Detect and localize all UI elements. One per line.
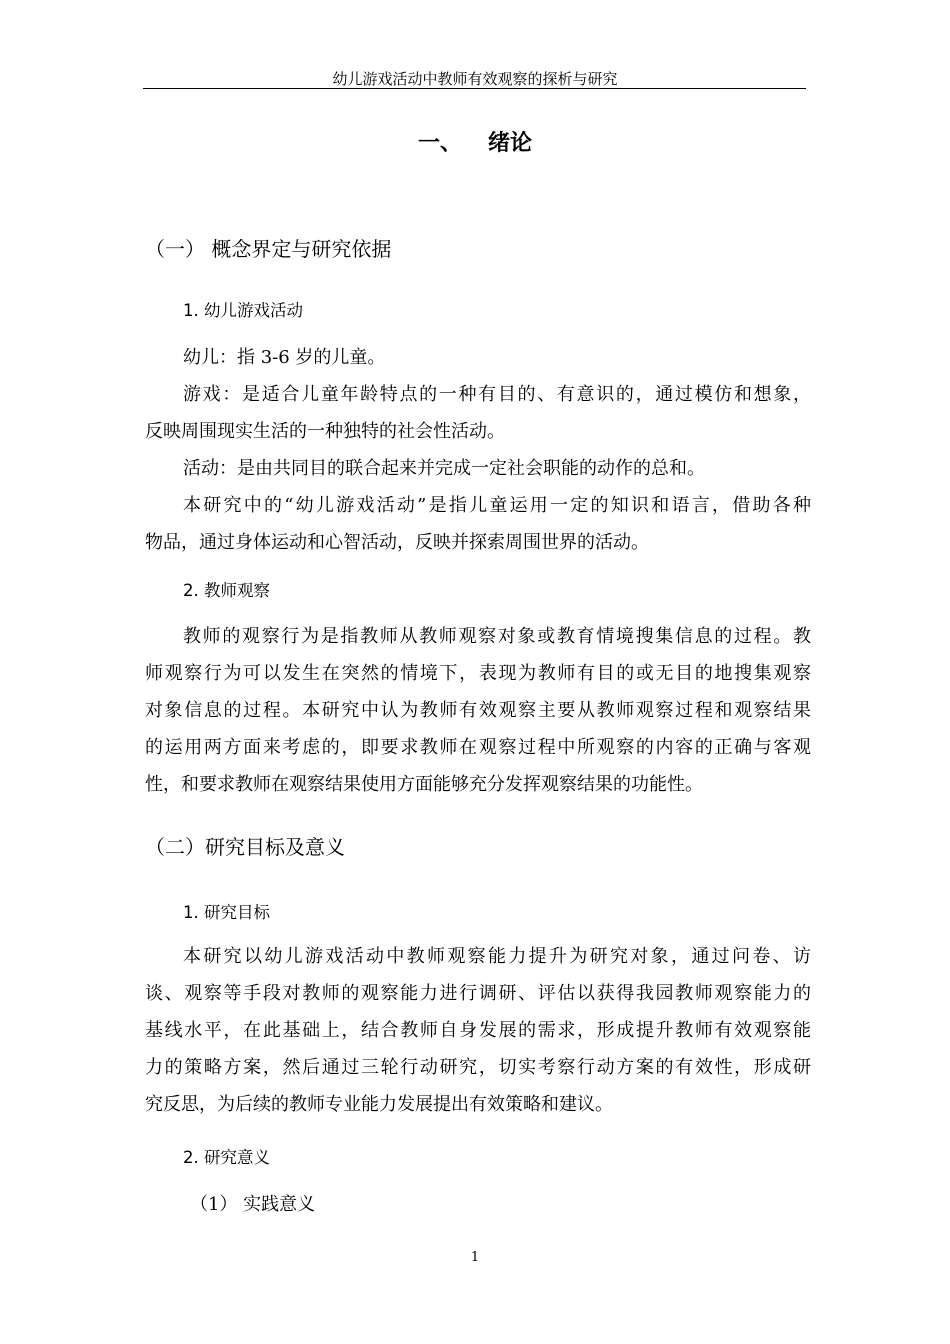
text-line: 幼儿：指 3-6 岁的儿童。 bbox=[183, 347, 386, 368]
chapter-heading bbox=[0, 126, 950, 157]
text-line: 本研究中的“幼儿游戏活动”是指儿童运用一定的知识和语言，借助各种 bbox=[183, 495, 811, 516]
text-line: 的运用两方面来考虑的，即要求教师在观察过程中所观察的内容的正确与客观 bbox=[145, 737, 811, 758]
page-number: 1 bbox=[470, 1250, 480, 1265]
paragraph-teacher-observation bbox=[145, 618, 811, 803]
text-line: 性，和要求教师在观察结果使用方面能够充分发挥观察结果的功能性。 bbox=[145, 774, 703, 795]
section-heading-2: （二）研究目标及意义 bbox=[145, 835, 345, 859]
list-item-practical-significance: （1） 实践意义 bbox=[190, 1194, 316, 1215]
paragraph-definitions bbox=[145, 339, 811, 561]
running-header: 幼儿游戏活动中教师有效观察的探析与研究 bbox=[332, 70, 618, 88]
chapter-title: 绪论 bbox=[488, 131, 533, 156]
text-line: 谈、观察等手段对教师的观察能力进行调研、评估以获得我园教师观察能力的 bbox=[145, 983, 811, 1004]
text-line: 力的策略方案，然后通过三轮行动研究，切实考察行动方案的有效性，形成研 bbox=[145, 1057, 811, 1078]
text-line: 游戏：是适合儿童年龄特点的一种有目的、有意识的，通过模仿和想象， bbox=[183, 384, 811, 405]
text-line: 活动：是由共同目的联合起来并完成一定社会职能的动作的总和。 bbox=[183, 458, 705, 479]
text-line: 教师的观察行为是指教师从教师观察对象或教育情境搜集信息的过程。教 bbox=[183, 626, 811, 647]
text-line: 反映周围现实生活的一种独特的社会性活动。 bbox=[145, 421, 505, 442]
subsection-heading-research-goal: 1. 研究目标 bbox=[183, 903, 270, 922]
text-line: 基线水平，在此基础上，结合教师自身发展的需求，形成提升教师有效观察能 bbox=[145, 1020, 811, 1041]
text-line: 究反思，为后续的教师专业能力发展提出有效策略和建议。 bbox=[145, 1094, 613, 1115]
text-line: 本研究以幼儿游戏活动中教师观察能力提升为研究对象，通过问卷、访 bbox=[183, 946, 811, 967]
text-line: 师观察行为可以发生在突然的情境下，表现为教师有目的或无目的地搜集观察 bbox=[145, 663, 811, 684]
subsection-heading-teacher-observation: 2. 教师观察 bbox=[183, 581, 270, 600]
text-line: 物品，通过身体运动和心智活动，反映并探索周围世界的活动。 bbox=[145, 532, 649, 553]
section-heading-1: （一） 概念界定与研究依据 bbox=[145, 237, 392, 261]
text-line: 对象信息的过程。本研究中认为教师有效观察主要从教师观察过程和观察结果 bbox=[145, 700, 811, 721]
header-rule bbox=[143, 88, 806, 89]
chapter-number: 一、 bbox=[417, 131, 462, 156]
subsection-heading-research-significance: 2. 研究意义 bbox=[183, 1148, 270, 1167]
subsection-heading-game-activity: 1. 幼儿游戏活动 bbox=[183, 301, 303, 320]
paragraph-research-goal bbox=[145, 938, 811, 1123]
